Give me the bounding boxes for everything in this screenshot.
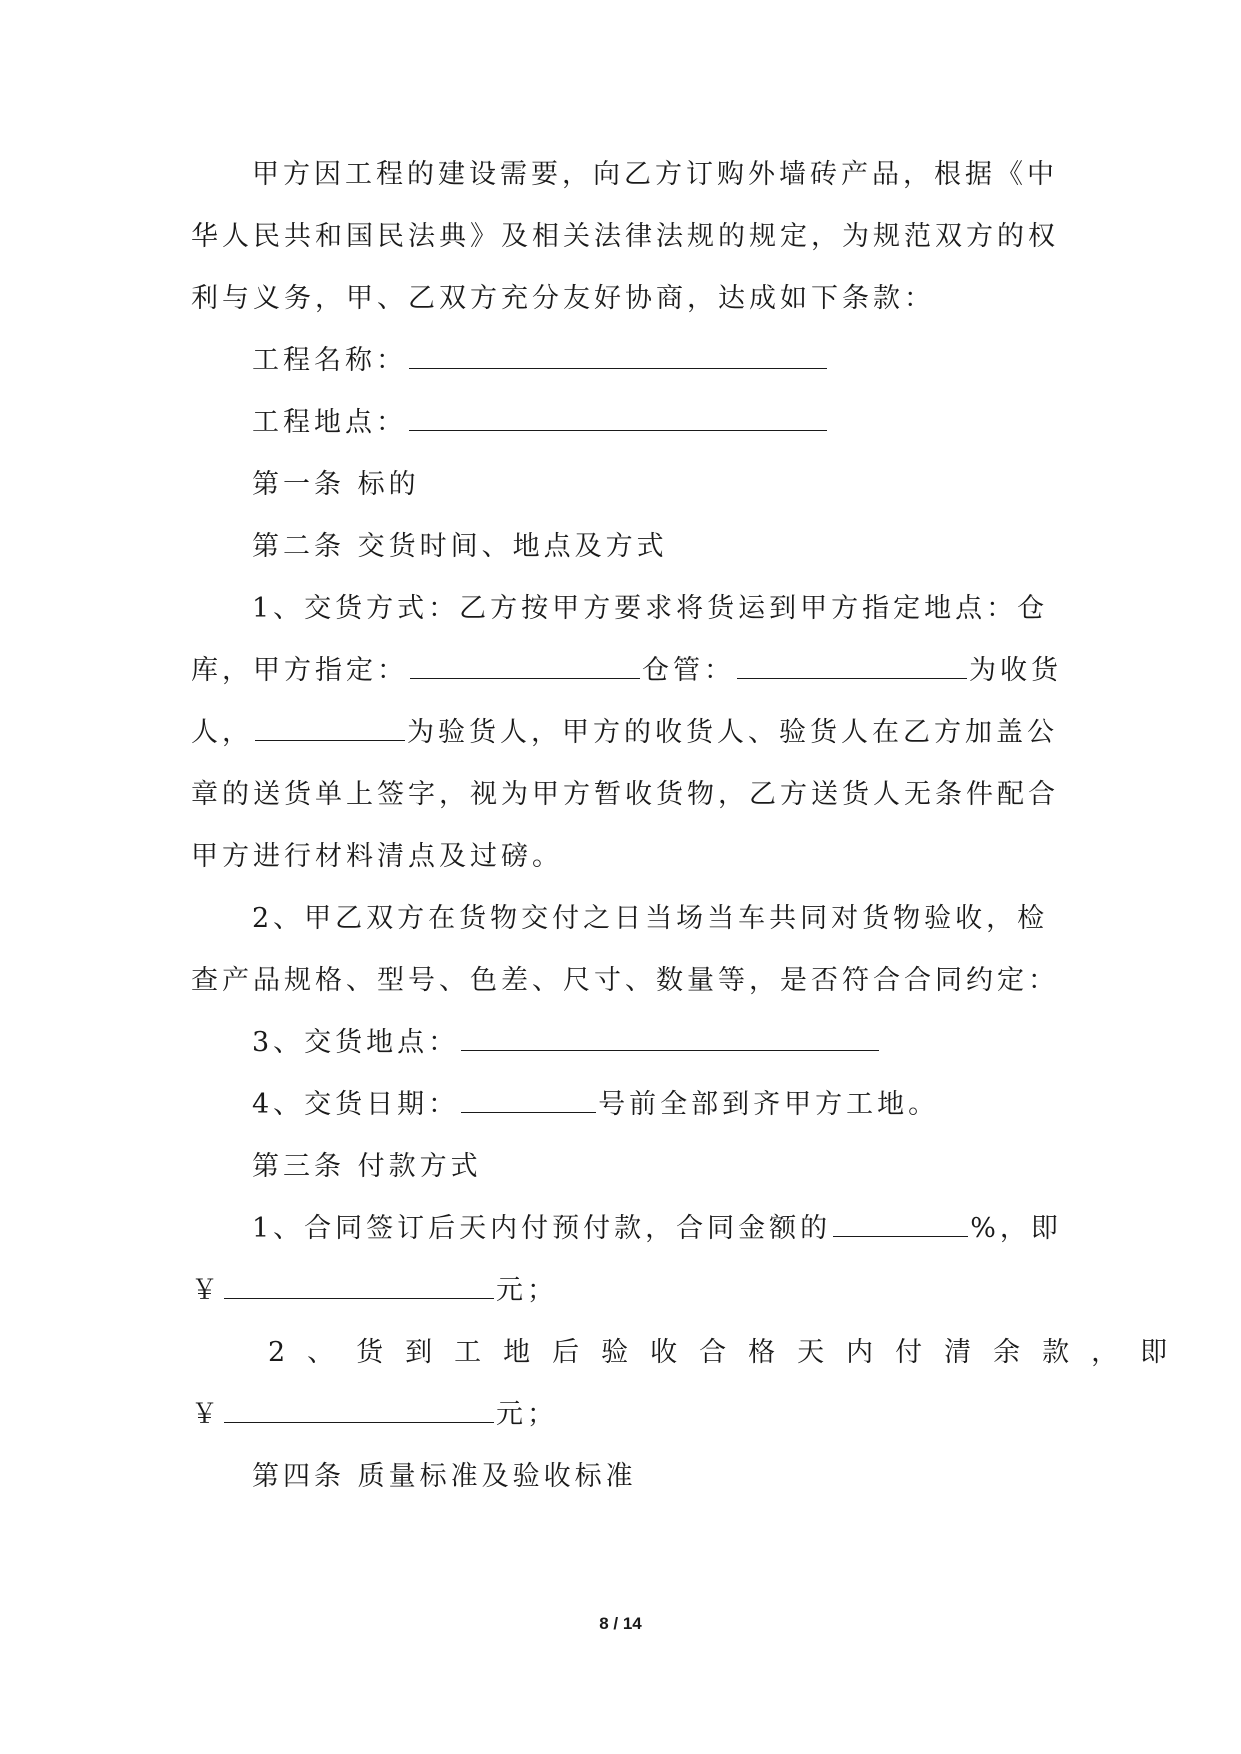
article-2-heading: 第二条 交货时间、地点及方式 bbox=[252, 531, 668, 562]
project-location-blank bbox=[409, 408, 827, 431]
designated-blank bbox=[410, 656, 640, 679]
article-4-heading: 第四条 质量标准及验收标准 bbox=[252, 1461, 637, 1492]
delivery-method-line-3 bbox=[191, 710, 1058, 749]
prepayment-percent-suffix: %，即 bbox=[970, 1213, 1062, 1244]
article-1-heading: 第一条 标的 bbox=[252, 469, 420, 500]
delivery-method-line-5: 甲方进行材料清点及过磅。 bbox=[191, 841, 563, 872]
inspector-text: 为验货人，甲方的收货人、验货人在乙方加盖公 bbox=[407, 717, 1058, 748]
prepayment-unit: 元； bbox=[496, 1275, 558, 1306]
prepayment-amount-blank bbox=[224, 1276, 494, 1299]
inspection-line-2: 查产品规格、型号、色差、尺寸、数量等，是否符合合同约定： bbox=[191, 965, 1059, 996]
article-3-heading: 第三条 付款方式 bbox=[252, 1151, 482, 1182]
intro-line-1: 甲方因工程的建设需要，向乙方订购外墙砖产品，根据《中 bbox=[252, 159, 1058, 190]
balance-currency: ￥ bbox=[191, 1399, 222, 1430]
balance-amount-blank bbox=[224, 1400, 494, 1423]
prepayment-line-1 bbox=[252, 1206, 1112, 1245]
delivery-date-suffix: 号前全部到齐甲方工地。 bbox=[598, 1089, 940, 1120]
delivery-method-line-2 bbox=[191, 648, 1062, 687]
intro-line-2: 华人民共和国民法典》及相关法律法规的规定，为规范双方的权 bbox=[191, 221, 1059, 252]
project-name-row bbox=[252, 338, 1112, 377]
project-location-label: 工程地点： bbox=[252, 407, 407, 438]
inspector-blank bbox=[255, 718, 405, 741]
project-name-label: 工程名称： bbox=[252, 345, 407, 376]
project-location-row bbox=[252, 400, 1112, 439]
balance-line-2 bbox=[191, 1392, 1051, 1431]
designated-label: 库，甲方指定： bbox=[191, 655, 408, 686]
prepayment-currency: ￥ bbox=[191, 1275, 222, 1306]
delivery-date-label: 4、交货日期： bbox=[252, 1089, 460, 1120]
warehouse-keeper-blank bbox=[737, 656, 967, 679]
prepayment-line-2 bbox=[191, 1268, 1051, 1307]
intro-line-3: 利与义务，甲、乙双方充分友好协商，达成如下条款： bbox=[191, 283, 935, 314]
warehouse-keeper-label: 仓管： bbox=[642, 655, 735, 686]
balance-line-1: 2、货到工地后验收合格天内付清余款，即 bbox=[268, 1337, 1190, 1368]
balance-unit: 元； bbox=[496, 1399, 558, 1430]
person-label: 人， bbox=[191, 717, 253, 748]
prepayment-percent-blank bbox=[833, 1214, 968, 1237]
inspection-line-1: 2、甲乙双方在货物交付之日当场当车共同对货物验收，检 bbox=[252, 903, 1049, 934]
delivery-date-row bbox=[252, 1082, 1112, 1121]
delivery-location-blank bbox=[461, 1028, 879, 1051]
page-number: 8 / 14 bbox=[599, 1614, 642, 1633]
delivery-location-label: 3、交货地点： bbox=[252, 1027, 460, 1058]
prepayment-text: 1、合同签订后天内付预付款，合同金额的 bbox=[252, 1213, 832, 1244]
project-name-blank bbox=[409, 346, 827, 369]
delivery-method-line-4: 章的送货单上签字，视为甲方暂收货物，乙方送货人无条件配合 bbox=[191, 779, 1059, 810]
delivery-date-blank bbox=[461, 1090, 596, 1113]
delivery-method-line-1: 1、交货方式：乙方按甲方要求将货运到甲方指定地点：仓 bbox=[252, 593, 1049, 624]
delivery-location-row bbox=[252, 1020, 1112, 1059]
receiver-label: 为收货 bbox=[969, 655, 1062, 686]
